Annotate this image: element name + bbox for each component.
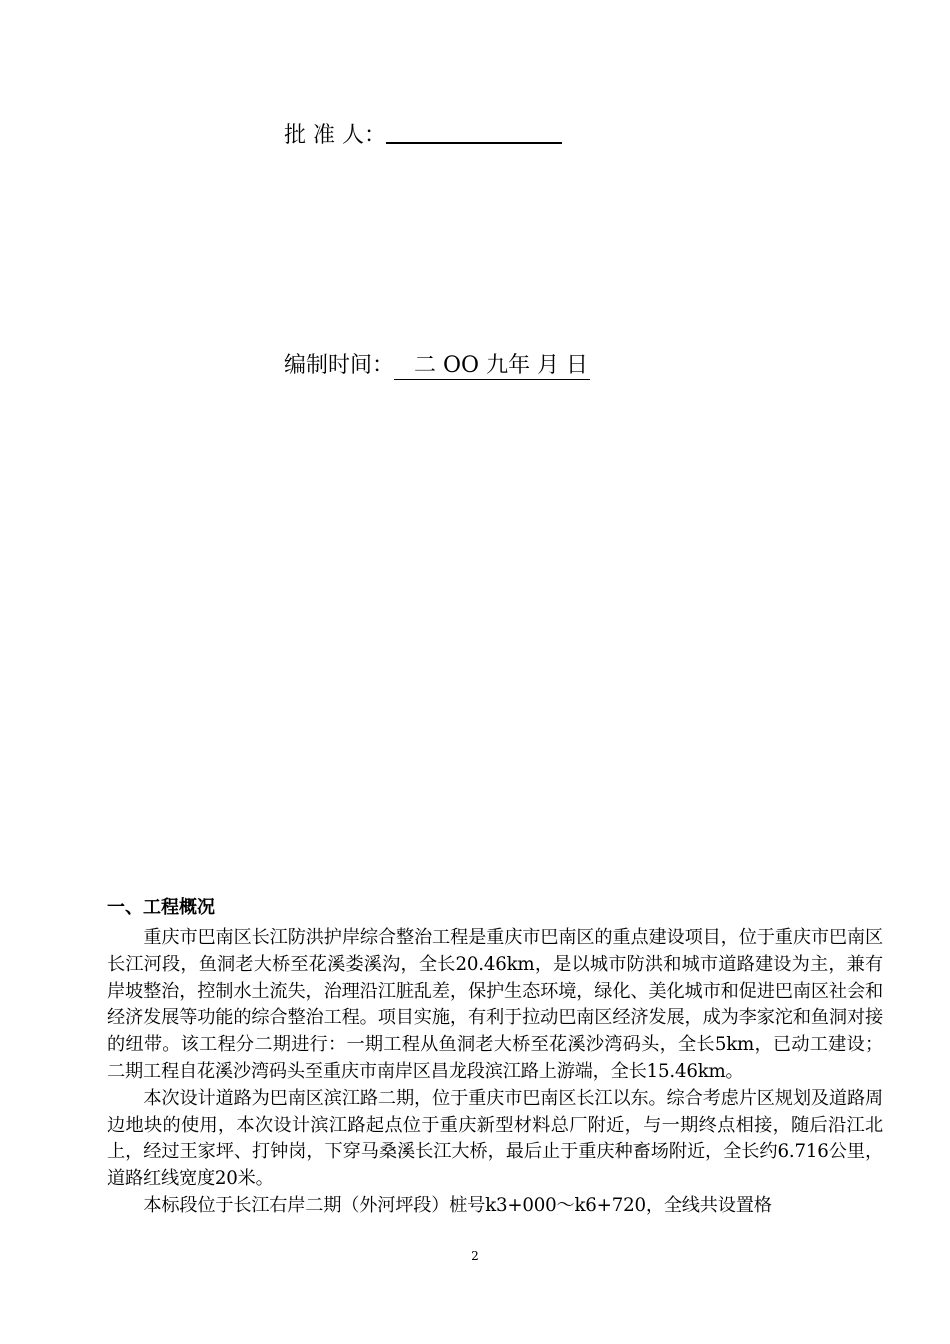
page-number: 2: [471, 1249, 479, 1263]
approver-signature-row: [284, 118, 562, 149]
approver-signature-line: [386, 124, 562, 144]
section-heading: 一、工程概况: [107, 897, 215, 918]
paragraph: 本标段位于长江右岸二期（外河坪段）桩号k3+000～k6+720，全线共设置格: [143, 1194, 772, 1216]
approver-label: 批 准 人：: [284, 123, 386, 148]
compile-date-row: [284, 348, 590, 380]
compile-date-label: 编制时间：: [284, 353, 395, 378]
project-overview-section: [107, 895, 883, 1220]
paragraph: 本次设计道路为巴南区滨江路二期，位于重庆市巴南区长江以东。综合考虑片区规划及道路周边地块的使用，本次设计滨江路起点位于重庆新型材料总厂附近，与一期终点相接，随后沿江北上，经过王家坪、打钟岗，下穿马桑溪长江大桥，最后止于重庆种畜场附近，全长约6.716公里，道路红线宽度20米。: [107, 1087, 883, 1190]
compile-date-value: 二 OO 九年 月 日: [394, 348, 590, 380]
paragraph: 重庆市巴南区长江防洪护岸综合整治工程是重庆市巴南区的重点建设项目，位于重庆市巴南区长江河段，鱼洞老大桥至花溪娄溪沟，全长20.46km，是以城市防洪和城市道路建设为主，兼有岸坡整治，控制水土流失，治理沿江脏乱差，保护生态环境，绿化、美化城市和促进巴南区社会和经济发展等功能的综合整治工程。项目实施，有利于拉动巴南区经济发展，成为李家沱和鱼洞对接的纽带。该工程分二期进行：一期工程从鱼洞老大桥至花溪沙湾码头，全长5km，已动工建设；二期工程自花溪沙湾码头至重庆市南岸区昌龙段滨江路上游端，全长15.46km。: [107, 927, 883, 1082]
